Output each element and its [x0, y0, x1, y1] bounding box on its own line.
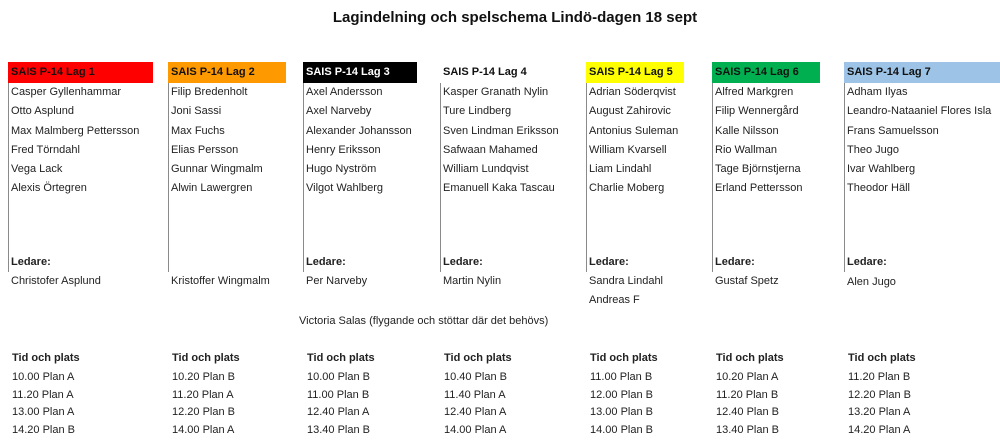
player: Henry Eriksson — [306, 143, 381, 156]
schedule-lag-4 — [444, 349, 512, 439]
team-header: SAIS P-14 Lag 5 — [586, 62, 684, 83]
schedule-lag-3 — [307, 349, 375, 439]
player: Theo Jugo — [847, 143, 899, 156]
leader-label: Ledare: — [306, 256, 346, 268]
player: Casper Gyllenhammar — [11, 86, 122, 98]
page-title: Lagindelning och spelschema Lindö-dagen 18 sept — [332, 9, 698, 26]
player: Erland Pettersson — [715, 182, 803, 195]
schedule-slot: 11.20 Plan B — [848, 371, 911, 383]
team-header: SAIS P-14 Lag 1 — [8, 62, 153, 83]
schedule-slot: 11.20 Plan A — [172, 388, 234, 401]
player: Axel Narveby — [306, 105, 372, 118]
schedule-lag-1 — [12, 349, 80, 439]
leader-label: Ledare: — [443, 256, 483, 268]
team-header: SAIS P-14 Lag 3 — [303, 62, 417, 83]
schedule-slot: 12.40 Plan A — [307, 406, 370, 419]
team-header: SAIS P-14 Lag 6 — [712, 62, 820, 83]
leader-name: Kristoffer Wingmalm — [171, 275, 270, 287]
team-lag-7 — [844, 62, 1000, 288]
leader-name: Sandra Lindahl — [589, 275, 664, 287]
schedule-slot: 11.20 Plan B — [716, 388, 779, 401]
team-header: SAIS P-14 Lag 7 — [844, 62, 1000, 83]
player: William Lundqvist — [443, 163, 529, 176]
player: Max Malmberg Pettersson — [11, 124, 140, 137]
leader-name: Alen Jugo — [847, 276, 896, 288]
team-header: SAIS P-14 Lag 2 — [168, 62, 286, 83]
schedule-slot: 10.20 Plan A — [716, 371, 779, 383]
schedule-slot: 11.40 Plan A — [444, 388, 506, 401]
player: Filip Bredenholt — [171, 86, 248, 98]
player: Adham Ilyas — [847, 86, 908, 98]
player: Gunnar Wingmalm — [171, 163, 263, 176]
player: Rio Wallman — [715, 143, 777, 156]
player: Liam Lindahl — [589, 163, 652, 176]
schedule-label: Tid och plats — [848, 352, 916, 364]
floating-leader-note: Victoria Salas (flygande och stöttar där det behövs) — [299, 315, 549, 327]
team-header: SAIS P-14 Lag 4 — [440, 62, 570, 83]
player: Alexis Örtegren — [11, 182, 87, 195]
player: Vega Lack — [11, 163, 63, 176]
schedule-slot: 14.00 Plan A — [444, 423, 507, 436]
player: Adrian Söderqvist — [589, 86, 676, 98]
player: William Kvarsell — [589, 143, 667, 156]
schedule-slot: 12.00 Plan B — [590, 388, 653, 401]
schedule-slot: 13.40 Plan B — [307, 423, 370, 436]
player: Otto Asplund — [11, 105, 74, 118]
schedule-lag-7 — [848, 349, 916, 439]
player: Max Fuchs — [171, 124, 225, 137]
schedule-label: Tid och plats — [307, 352, 375, 364]
schedule-slot: 10.40 Plan B — [444, 371, 507, 383]
player: Tage Björnstjerna — [715, 163, 801, 176]
schedule-label: Tid och plats — [444, 352, 512, 364]
schedule-lag-2 — [172, 349, 240, 439]
player: Ivar Wahlberg — [847, 163, 916, 176]
team-body — [844, 83, 1000, 272]
schedule-slot: 14.00 Plan B — [590, 423, 653, 436]
player: Antonius Suleman — [589, 124, 679, 137]
leader-name: Per Narveby — [306, 275, 368, 287]
player: Alwin Lawergren — [171, 182, 253, 195]
schedule-slot: 12.20 Plan B — [172, 406, 235, 419]
schedule-slot: 11.00 Plan B — [590, 371, 653, 383]
schedule-slot: 11.20 Plan A — [12, 388, 74, 401]
schedule-label: Tid och plats — [716, 352, 784, 364]
team-lag-2 — [168, 62, 286, 287]
player: Kasper Granath Nylin — [443, 86, 549, 98]
schedule-slot: 13.00 Plan B — [590, 406, 653, 419]
schedule-slot: 10.20 Plan B — [172, 371, 235, 383]
player: Leandro-Nataaniel Flores Isla — [847, 105, 992, 118]
schedule-slot: 14.20 Plan B — [12, 423, 75, 436]
player: Joni Sassi — [171, 105, 222, 118]
schedule-slot: 14.20 Plan A — [848, 423, 911, 436]
team-lag-4 — [440, 62, 570, 287]
team-body — [8, 83, 153, 272]
player: Elias Persson — [171, 143, 239, 156]
leader-label: Ledare: — [11, 256, 51, 268]
player: Alfred Markgren — [715, 86, 794, 98]
team-body — [586, 83, 684, 272]
schedule-slot: 11.00 Plan B — [307, 388, 370, 401]
schedule-label: Tid och plats — [590, 352, 658, 364]
schedule-slot: 13.00 Plan A — [12, 406, 75, 419]
schedule-lag-6 — [716, 349, 784, 439]
schedule-slot: 12.40 Plan B — [716, 406, 779, 419]
player: Charlie Moberg — [589, 182, 665, 195]
team-body — [440, 83, 570, 272]
schedule-slot: 14.00 Plan A — [172, 423, 235, 436]
player: Sven Lindman Eriksson — [443, 124, 559, 137]
player: Alexander Johansson — [306, 124, 412, 137]
schedule-slot: 12.20 Plan B — [848, 388, 911, 401]
team-lag-6 — [712, 62, 820, 287]
schedule-lag-5 — [590, 349, 658, 439]
team-lag-3 — [303, 62, 417, 287]
leader-name: Martin Nylin — [443, 275, 502, 287]
schedule-slot: 13.20 Plan A — [848, 406, 911, 419]
schedule-label: Tid och plats — [172, 352, 240, 364]
player: Frans Samuelsson — [847, 124, 939, 137]
team-body — [168, 83, 286, 272]
player: Vilgot Wahlberg — [306, 182, 384, 195]
team-lag-5 — [586, 62, 684, 306]
player: Emanuell Kaka Tascau — [443, 182, 555, 195]
player: Axel Andersson — [306, 86, 383, 98]
player: Hugo Nyström — [306, 163, 377, 176]
team-body — [303, 83, 417, 272]
team-body — [712, 83, 820, 272]
player: Fred Törndahl — [11, 143, 80, 156]
leader-name: Andreas F — [589, 294, 640, 306]
leader-name: Christofer Asplund — [11, 275, 101, 287]
schedule-slot: 12.40 Plan A — [444, 406, 507, 419]
player: August Zahirovic — [589, 105, 671, 118]
leader-label: Ledare: — [715, 256, 755, 268]
leader-label: Ledare: — [847, 256, 887, 268]
leader-name: Gustaf Spetz — [715, 275, 779, 287]
schedule-slot: 13.40 Plan B — [716, 423, 779, 436]
player: Theodor Häll — [847, 182, 910, 195]
player: Kalle Nilsson — [715, 124, 779, 137]
schedule-slot: 10.00 Plan B — [307, 371, 370, 383]
player: Filip Wennergård — [715, 105, 799, 118]
schedule-slot: 10.00 Plan A — [12, 371, 75, 383]
player: Ture Lindberg — [443, 105, 512, 118]
team-lag-1 — [8, 62, 153, 287]
schedule-label: Tid och plats — [12, 352, 80, 364]
leader-label: Ledare: — [589, 256, 629, 268]
player: Safwaan Mahamed — [443, 143, 538, 156]
